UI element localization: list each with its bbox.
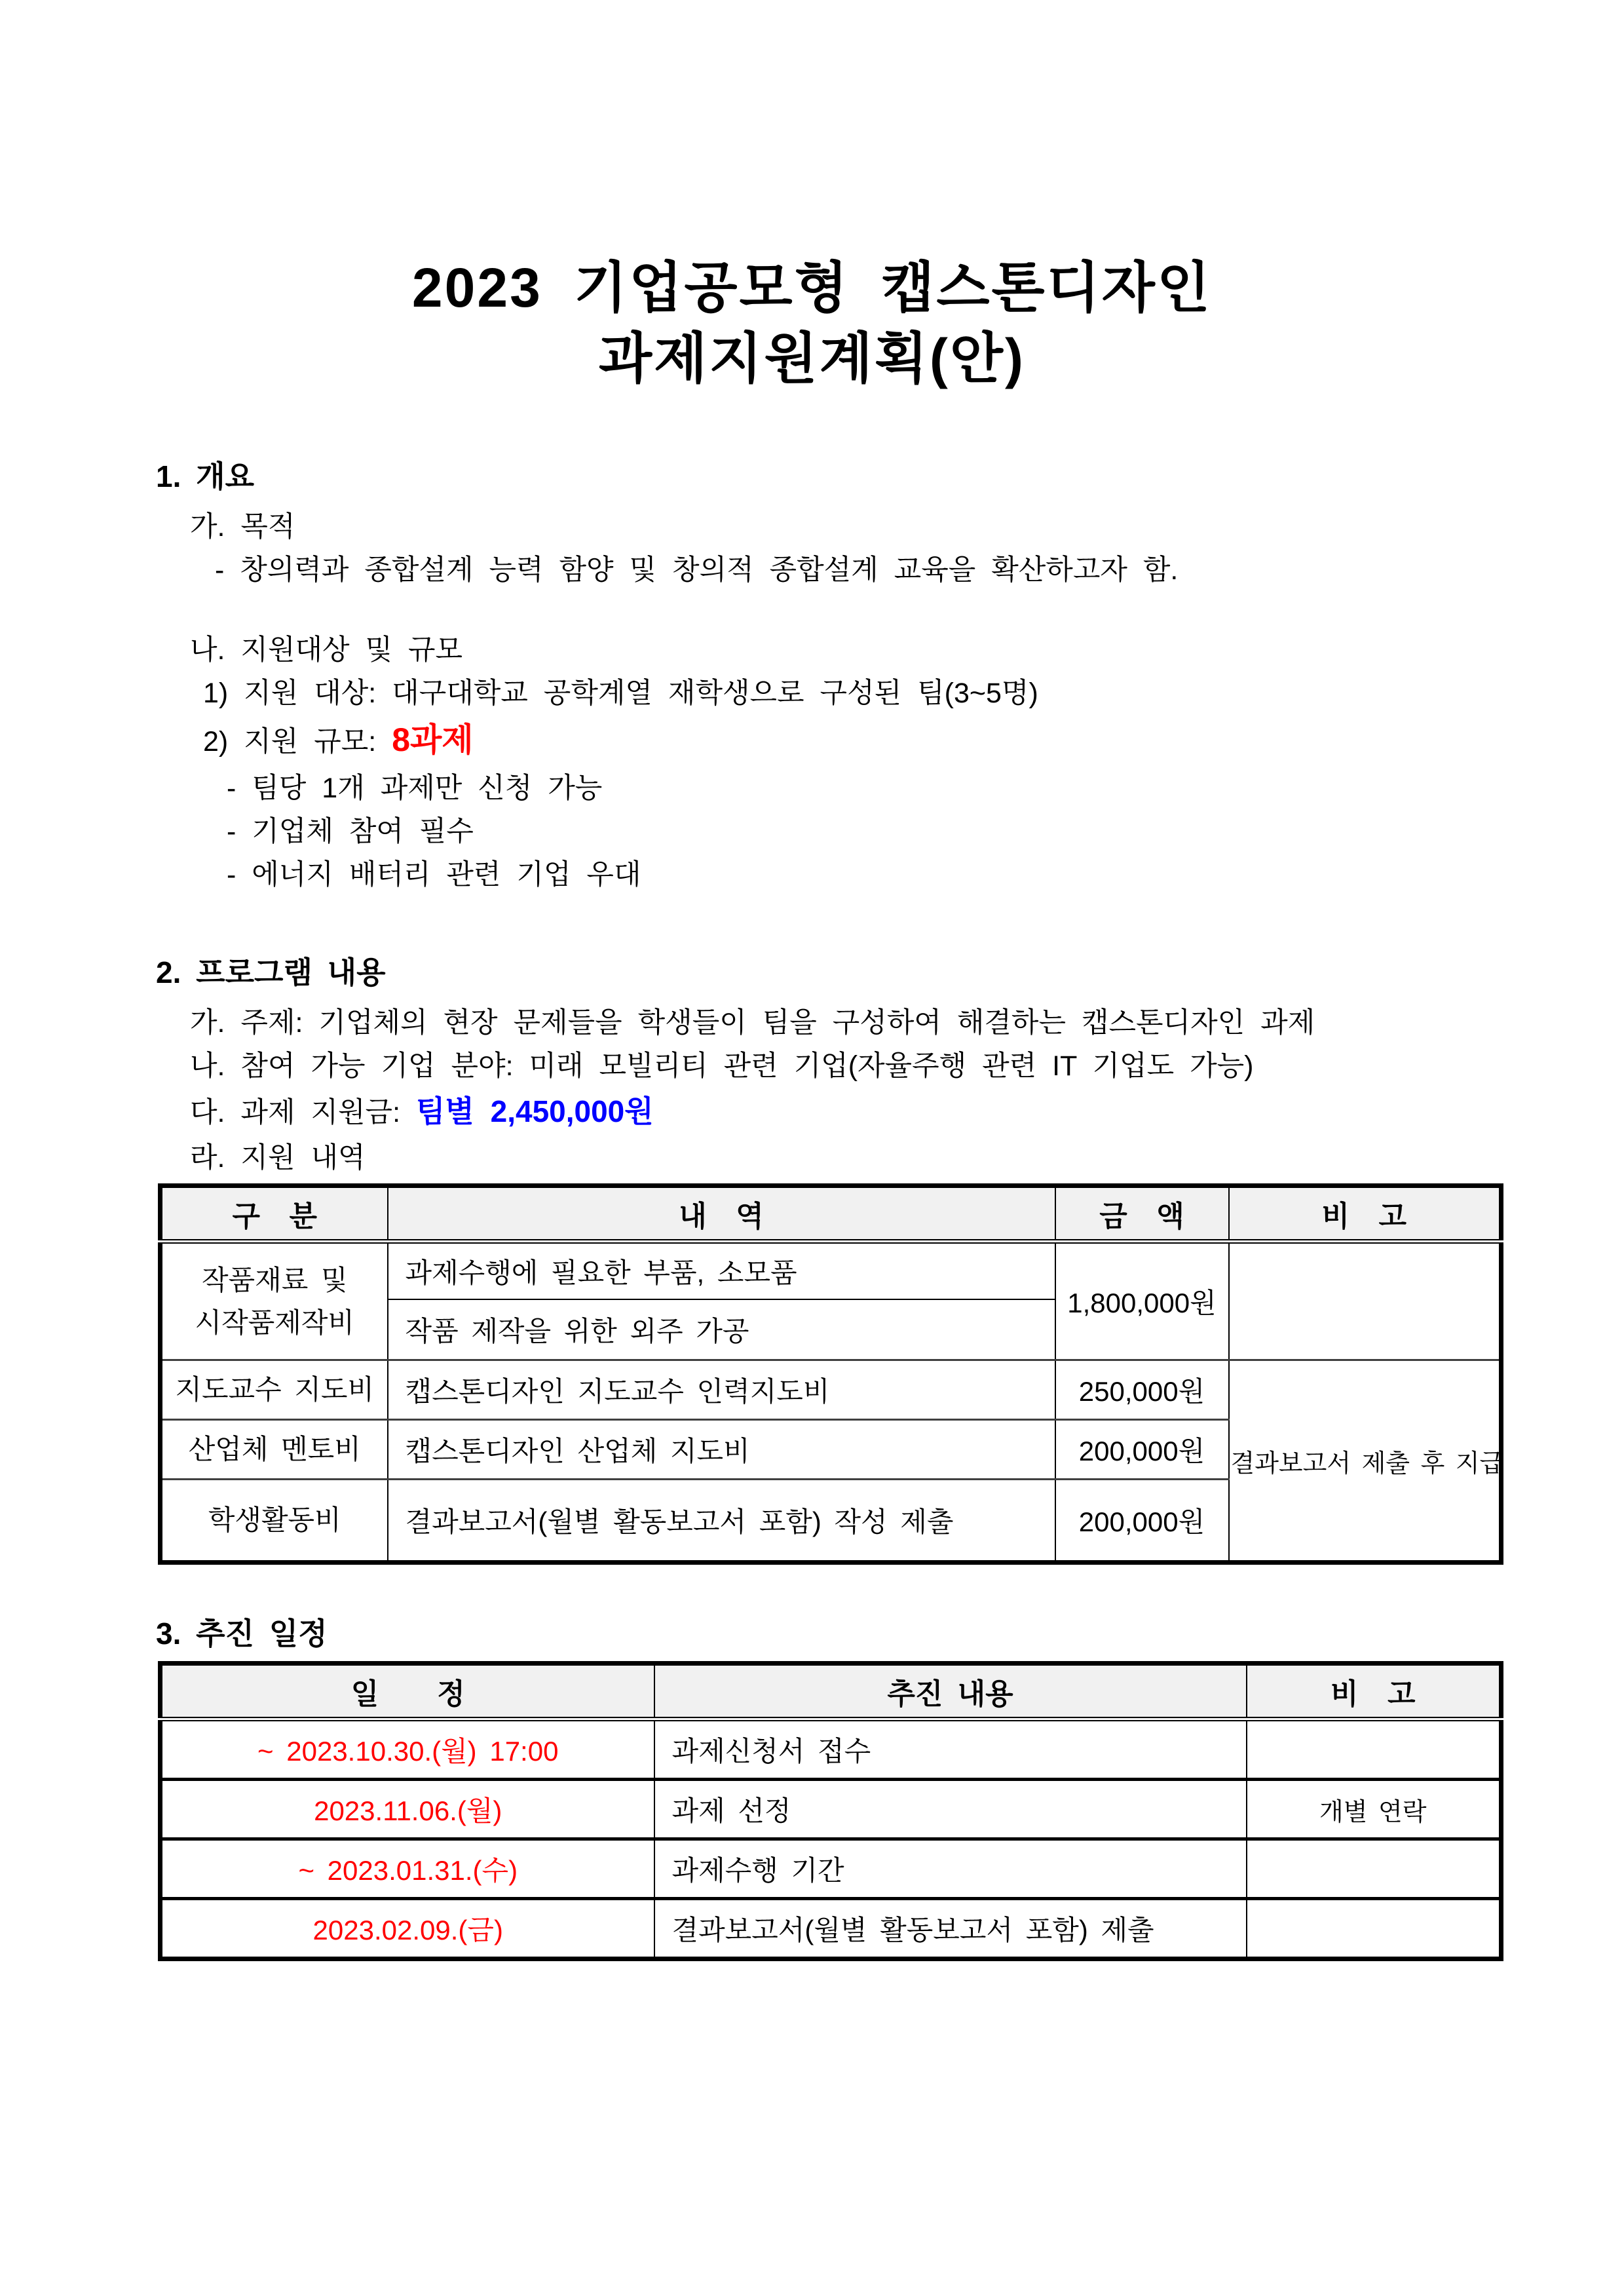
- schedule-row-application: [161, 1719, 1501, 1780]
- program-topic-item: 가. 주제: 기업체의 현장 문제들을 학생들이 팀을 구성하여 해결하는 캡스톤디자인 과제: [190, 1007, 1315, 1039]
- application-content-cell: 과제신청서 접수: [654, 1719, 1247, 1780]
- overview-scale-sub2: - 기업체 참여 필수: [227, 816, 474, 847]
- mentor-category-cell: 산업체 멘토비: [161, 1420, 388, 1480]
- materials-amount-cell: 1,800,000원: [1055, 1242, 1229, 1360]
- overview-scale-prefix: 2) 지원 규모:: [203, 726, 392, 757]
- report-date-cell: 2023.02.09.(금): [161, 1899, 654, 1959]
- schedule-table-header-row: [161, 1664, 1501, 1719]
- report-content-cell: 결과보고서(월별 활동보고서 포함) 제출: [654, 1899, 1247, 1959]
- program-grant-prefix: 다. 과제 지원금:: [190, 1097, 416, 1128]
- section-program: [156, 953, 1504, 1565]
- overview-scale-value: 8과제: [392, 721, 474, 758]
- overview-purpose-item: - 창의력과 종합설계 능력 함양 및 창의적 종합설계 교육을 확산하고자 함.: [215, 554, 1179, 586]
- mentor-amount-cell: 200,000원: [1055, 1420, 1229, 1480]
- schedule-row-execution: [161, 1839, 1501, 1899]
- support-header-detail: 내 역: [388, 1186, 1055, 1242]
- professor-category-cell: 지도교수 지도비: [161, 1360, 388, 1420]
- student-amount-cell: 200,000원: [1055, 1480, 1229, 1563]
- selection-content-cell: 과제 선정: [654, 1780, 1247, 1839]
- overview-target-label: 나. 지원대상 및 규모: [190, 634, 463, 666]
- materials-note-cell: [1229, 1242, 1501, 1360]
- support-header-amount: 금 액: [1055, 1186, 1229, 1242]
- student-detail-cell: 결과보고서(월별 활동보고서 포함) 작성 제출: [388, 1480, 1055, 1563]
- document-title-line1: 2023 기업공모형 캡스톤디자인: [411, 257, 1213, 318]
- execution-note-cell: [1247, 1839, 1501, 1899]
- overview-heading: 1. 개요: [156, 459, 255, 493]
- overview-target-item: 1) 지원 대상: 대구대학교 공학계열 재학생으로 구성된 팀(3~5명): [203, 678, 1038, 709]
- execution-content-cell: 과제수행 기간: [654, 1839, 1247, 1899]
- program-detail-item: 라. 지원 내역: [190, 1142, 366, 1174]
- table-row-professor: [161, 1360, 1501, 1420]
- support-table-header-row: [161, 1186, 1501, 1242]
- schedule-header-content: 추진 내용: [654, 1664, 1247, 1719]
- support-header-note: 비 고: [1229, 1186, 1501, 1242]
- selection-date-cell: 2023.11.06.(월): [161, 1780, 654, 1839]
- support-breakdown-table: [158, 1183, 1503, 1565]
- report-note-cell: [1247, 1899, 1501, 1959]
- document-body: [0, 457, 1624, 1961]
- application-note-cell: [1247, 1719, 1501, 1780]
- section-overview: [156, 457, 1500, 896]
- application-date-cell: ~ 2023.10.30.(월) 17:00: [161, 1719, 654, 1780]
- schedule-row-report: [161, 1899, 1501, 1959]
- professor-amount-cell: 250,000원: [1055, 1360, 1229, 1420]
- overview-scale-line: [203, 715, 1500, 767]
- materials-category-cell: [161, 1242, 388, 1360]
- document-title: [0, 252, 1624, 394]
- execution-date-cell: ~ 2023.01.31.(수): [161, 1839, 654, 1899]
- professor-detail-cell: 캡스톤디자인 지도교수 인력지도비: [388, 1360, 1055, 1420]
- overview-purpose-label: 가. 목적: [190, 511, 295, 543]
- section-schedule: [156, 1614, 1500, 1961]
- program-grant-line: [190, 1088, 1500, 1136]
- overview-scale-sub1: - 팀당 1개 과제만 신청 가능: [227, 773, 603, 804]
- program-grant-value: 팀별 2,450,000원: [415, 1094, 654, 1128]
- schedule-row-selection: [161, 1780, 1501, 1839]
- materials-category-line1: 작품재료 및: [201, 1264, 348, 1295]
- schedule-header-note: 비 고: [1247, 1664, 1501, 1719]
- materials-category-line2: 시작품제작비: [195, 1307, 354, 1338]
- materials-detail-outsourcing-cell: 작품 제작을 위한 외주 가공: [388, 1299, 1055, 1360]
- support-header-category: 구 분: [161, 1186, 388, 1242]
- materials-detail-parts-cell: 과제수행에 필요한 부품, 소모품: [388, 1242, 1055, 1300]
- selection-note-cell: 개별 연락: [1247, 1780, 1501, 1839]
- mentor-detail-cell: 캡스톤디자인 산업체 지도비: [388, 1420, 1055, 1480]
- schedule-heading: 3. 추진 일정: [156, 1617, 328, 1651]
- program-company-item: 나. 참여 가능 기업 분야: 미래 모빌리티 관련 기업(자율주행 관련 IT 기업도 가능): [190, 1050, 1254, 1082]
- student-category-cell: 학생활동비: [161, 1480, 388, 1563]
- document-title-line2: 과제지원계획(안): [599, 328, 1025, 389]
- payment-note-cell: 결과보고서 제출 후 지급: [1229, 1360, 1501, 1563]
- schedule-table: [158, 1661, 1503, 1961]
- schedule-header-date: 일 정: [161, 1664, 654, 1719]
- overview-scale-sub3: - 에너지 배터리 관련 기업 우대: [227, 859, 641, 890]
- table-row-materials-parts: [161, 1242, 1501, 1300]
- program-heading: 2. 프로그램 내용: [156, 955, 386, 989]
